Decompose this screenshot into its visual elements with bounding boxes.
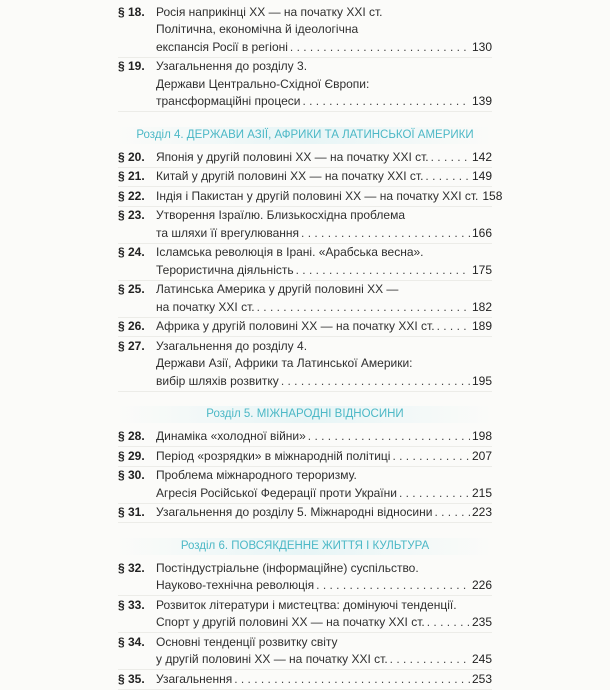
page-number[interactable]: 182 (471, 299, 492, 314)
title-line: Основні тенденції розвитку світу (156, 634, 338, 649)
page-number[interactable]: 166 (471, 225, 492, 240)
title-line: Росія наприкінці XX — на початку XXI ст. (156, 5, 383, 19)
table-of-contents (118, 4, 503, 690)
toc-entry[interactable] (118, 168, 492, 185)
chapter-heading: Розділ 4. ДЕРЖАВИ АЗІЇ, АФРИКИ ТА ЛАТИНСЬКОЇ АМЕРИКИ (118, 127, 492, 144)
title-last-line (156, 39, 492, 56)
dot-leader (434, 504, 470, 521)
dot-leader (257, 299, 470, 316)
toc-entry[interactable] (118, 149, 492, 166)
entry-title (156, 207, 492, 242)
title-last-line (156, 318, 492, 335)
title-line: Постіндустріальне (інформаційне) суспільство. (156, 560, 419, 575)
chapter-heading: Розділ 6. ПОВСЯКДЕННЕ ЖИТТЯ І КУЛЬТУРА (118, 538, 492, 555)
entry-title (156, 168, 492, 185)
title-line: та шляхи її врегулювання (156, 225, 300, 240)
title-last-line (156, 168, 492, 185)
entry-title (156, 467, 492, 502)
entry-title (156, 281, 492, 316)
title-line: на початку XXI ст. (156, 299, 255, 314)
page-number[interactable]: 175 (471, 262, 492, 277)
title-line: Китай у другій половині XX — на початку XXI ст. (156, 169, 424, 184)
dot-leader (431, 149, 470, 166)
paragraph-number: § 31. (118, 505, 145, 520)
title-last-line (156, 93, 492, 110)
title-line: Динаміка «холодної війни» (156, 429, 306, 444)
title-line: Агресія Російської Федерації проти України (156, 485, 397, 500)
toc-entry[interactable] (118, 244, 492, 279)
entry-title (156, 671, 492, 688)
title-last-line (156, 614, 492, 631)
chapter-heading: Розділ 5. МІЖНАРОДНІ ВІДНОСИНИ (118, 406, 492, 423)
paragraph-number: § 20. (118, 149, 145, 164)
paragraph-number: § 25. (118, 282, 145, 297)
title-line: Узагальнення до розділу 4. (156, 339, 308, 353)
page-number[interactable]: 253 (471, 671, 492, 686)
toc-entry[interactable] (118, 318, 492, 335)
paragraph-number: § 21. (118, 169, 145, 184)
title-last-line (156, 651, 492, 668)
paragraph-number: § 35. (118, 671, 145, 686)
page-number[interactable]: 198 (471, 429, 492, 444)
toc-entry[interactable] (118, 467, 492, 502)
page-number[interactable]: 142 (471, 149, 492, 164)
title-line: Науково-технічна революція (156, 578, 315, 593)
title-line: Держави Центрально-Східної Європи: (156, 76, 370, 91)
title-line: Узагальнення до розділу 5. Міжнародні відносини (156, 505, 433, 520)
page-number[interactable]: 207 (471, 448, 492, 463)
title-last-line (156, 299, 492, 316)
entry-title (156, 338, 492, 390)
page-number[interactable]: 158 (482, 188, 503, 203)
dot-leader (425, 168, 470, 185)
title-last-line (156, 504, 492, 521)
title-line: Утворення Ізраїлю. Близькосхідна проблема (156, 208, 405, 223)
page-number[interactable]: 189 (471, 319, 492, 334)
dot-leader (399, 485, 470, 502)
paragraph-number: § 19. (118, 59, 145, 74)
title-line: експансія Росії в регіоні (156, 39, 288, 54)
toc-entry[interactable] (118, 207, 492, 242)
title-line: Розвиток літератури і мистецтва: домінуючі тенденції. (156, 597, 457, 612)
title-line: Ісламська революція в Ірані. «Арабська весна». (156, 245, 424, 260)
toc-entry[interactable] (118, 428, 492, 445)
dot-leader (427, 614, 470, 631)
dot-leader (392, 448, 470, 465)
page-number[interactable]: 139 (471, 94, 492, 109)
title-line: Індія і Пакистан у другій половині XX — на початку XXI ст. (156, 188, 479, 203)
entry-title (156, 318, 492, 335)
title-last-line (156, 149, 492, 166)
toc-entry[interactable] (118, 560, 492, 595)
title-last-line (156, 448, 492, 465)
dot-leader (301, 225, 470, 242)
entry-title (156, 149, 492, 166)
title-line: Африка у другій половині XX — на початку XXI ст. (156, 319, 435, 334)
dot-leader (390, 651, 470, 668)
paragraph-number: § 29. (118, 448, 145, 463)
toc-entry[interactable] (118, 671, 492, 688)
page-number[interactable]: 149 (471, 169, 492, 184)
title-last-line (156, 671, 492, 688)
dot-leader (316, 577, 470, 594)
toc-entry[interactable] (118, 597, 492, 632)
page-number[interactable]: 226 (471, 578, 492, 593)
entry-title (156, 504, 492, 521)
page-number[interactable]: 223 (471, 505, 492, 520)
paragraph-number: § 18. (118, 5, 145, 19)
entry-title (156, 634, 492, 669)
title-last-line (156, 485, 492, 502)
title-last-line (156, 225, 492, 242)
dot-leader (290, 39, 470, 56)
dot-leader (437, 318, 470, 335)
paragraph-number: § 28. (118, 429, 145, 444)
toc-entry[interactable] (118, 634, 492, 669)
title-last-line (156, 188, 503, 205)
entry-title (156, 244, 492, 279)
toc-entry[interactable] (118, 4, 492, 56)
paragraph-number: § 30. (118, 468, 145, 483)
page-number[interactable]: 235 (471, 615, 492, 630)
title-line: Спорт у другій половині XX — на початку XXI ст. (156, 615, 425, 630)
dot-leader (296, 262, 470, 279)
paragraph-number: § 22. (118, 188, 145, 203)
toc-entry[interactable] (118, 58, 492, 110)
title-line: Держави Азії, Африки та Латинської Америки: (156, 356, 413, 371)
title-last-line (156, 428, 492, 445)
dot-leader (302, 93, 470, 110)
entry-title (156, 597, 492, 632)
paragraph-number: § 32. (118, 560, 145, 575)
page-number[interactable]: 130 (471, 39, 492, 54)
title-last-line (156, 373, 492, 390)
dot-leader (308, 428, 470, 445)
dot-leader (234, 671, 470, 688)
title-last-line (156, 577, 492, 594)
toc-entry[interactable] (118, 504, 492, 521)
paragraph-number: § 34. (118, 634, 145, 649)
entry-title (156, 448, 492, 465)
title-line: Терористична діяльність (156, 262, 294, 277)
page-number[interactable]: 245 (471, 652, 492, 667)
entry-title (156, 58, 492, 110)
title-line: Період «розрядки» в міжнародній політиці (156, 448, 391, 463)
paragraph-number: § 23. (118, 208, 145, 223)
page-number[interactable]: 215 (471, 485, 492, 500)
title-line: Латинська Америка у другій половині XX — (156, 282, 399, 297)
title-line: вибір шляхів розвитку (156, 373, 279, 388)
paragraph-number: § 26. (118, 319, 145, 334)
title-last-line (156, 262, 492, 279)
title-line: Політична, економічна й ідеологічна (156, 22, 359, 37)
toc-entry[interactable] (118, 188, 503, 205)
paragraph-number: § 33. (118, 597, 145, 612)
title-line: Узагальнення (156, 671, 233, 686)
entry-title (156, 188, 503, 205)
toc-entry[interactable] (118, 281, 492, 316)
title-line: Проблема міжнародного тероризму. (156, 468, 357, 483)
entry-title (156, 4, 492, 56)
dot-leader (281, 373, 470, 390)
title-line: Узагальнення до розділу 3. (156, 59, 308, 74)
entry-title (156, 428, 492, 445)
toc-entry[interactable] (118, 338, 492, 390)
title-line: у другій половині XX — на початку XXI ст. (156, 652, 388, 667)
toc-entry[interactable] (118, 448, 492, 465)
paragraph-number: § 24. (118, 245, 145, 260)
paragraph-number: § 27. (118, 339, 145, 353)
title-line: трансформаційні процеси (156, 94, 301, 109)
page-number[interactable]: 195 (471, 373, 492, 388)
entry-title (156, 560, 492, 595)
title-line: Японія у другій половині XX — на початку XXI ст. (156, 149, 429, 164)
